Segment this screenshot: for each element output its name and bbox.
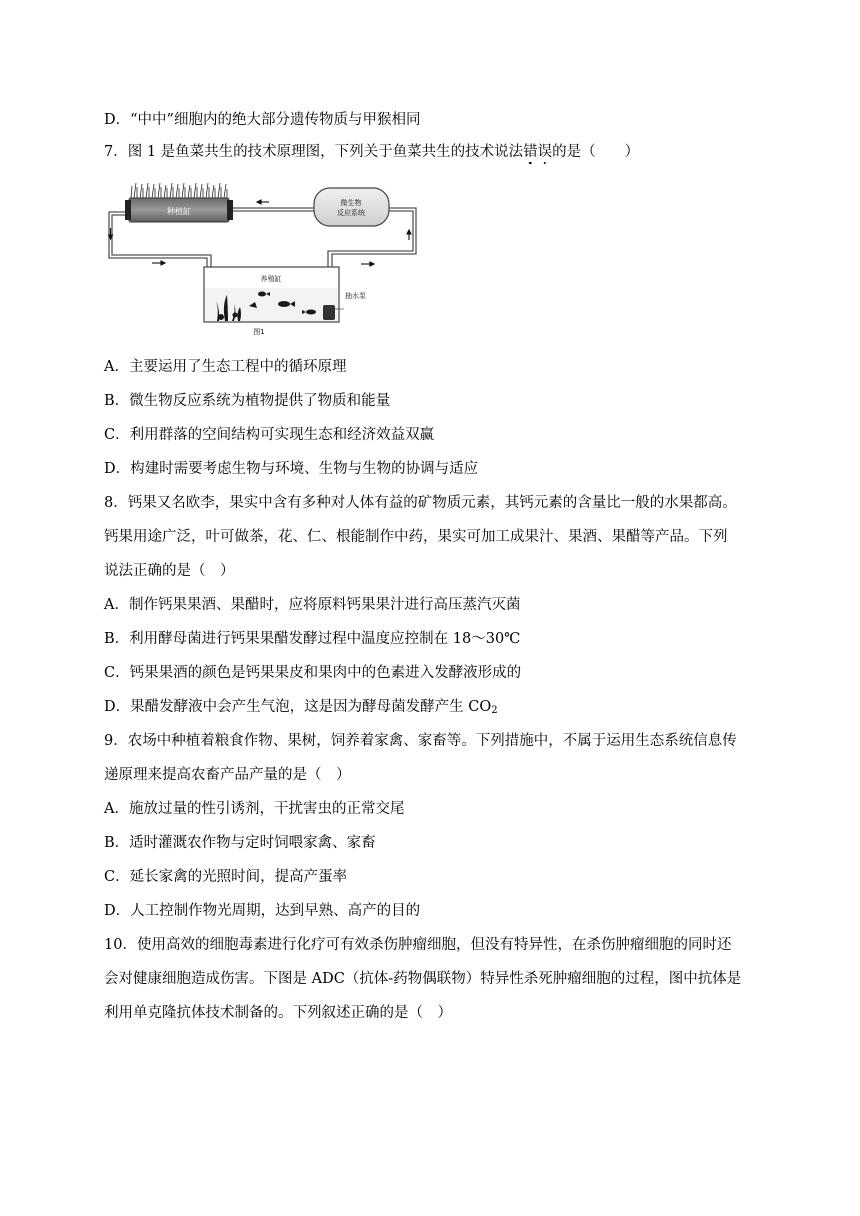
pump-device — [323, 305, 335, 320]
planting-tank-label: 种植缸 — [167, 207, 191, 216]
breeding-tank-label: 养殖缸 — [260, 275, 282, 283]
figure-caption: 图1 — [253, 328, 265, 336]
q7-option-a: A．主要运用了生态工程中的循环原理 — [104, 359, 347, 375]
q7-option-b: B．微生物反应系统为植物提供了物质和能量 — [104, 393, 391, 409]
q7-option-d: D．构建时需要考虑生物与环境、生物与生物的协调与适应 — [104, 461, 479, 477]
q8-option-c: C．钙果果酒的颜色是钙果果皮和果肉中的色素进入发酵液形成的 — [104, 665, 522, 681]
q10-stem-line1: 10．使用高效的细胞毒素进行化疗可有效杀伤肿瘤细胞，但没有特异性，在杀伤肿瘤细胞的同时还 — [104, 937, 732, 953]
planting-tank — [125, 198, 233, 222]
q8-option-a: A．制作钙果果酒、果醋时，应将原料钙果果汁进行高压蒸汽灭菌 — [104, 597, 521, 613]
breeding-tank — [204, 267, 339, 322]
q9-stem-line1: 9．农场中种植着粮食作物、果树，饲养着家禽、家畜等。下列措施中，不属于运用生态系统信息传 — [104, 733, 737, 749]
q7-stem: 7．图 1 是鱼菜共生的技术原理图，下列关于鱼菜共生的技术说法错误的是（ ） — [104, 144, 640, 160]
q7-option-c: C．利用群落的空间结构可实现生态和经济效益双赢 — [104, 427, 435, 443]
q8-stem-line2: 钙果用途广泛，叶可做茶，花、仁、根能制作中药，果实可加工成果汁、果酒、果醋等产品。下列 — [104, 529, 728, 545]
q10-stem-line2: 会对健康细胞造成伤害。下图是 ADC（抗体-药物偶联物）特异性杀死肿瘤细胞的过程，图中抗体是 — [104, 971, 742, 987]
microbe-system-label-line2: 反应系统 — [337, 209, 365, 217]
q8-option-b: B．利用酵母菌进行钙果果醋发酵过程中温度应控制在 18～30℃ — [104, 631, 521, 647]
q8-stem-line3: 说法正确的是（ ） — [104, 563, 235, 579]
q9-option-d: D．人工控制作物光周期，达到早熟、高产的目的 — [104, 903, 421, 919]
q9-stem-line2: 递原理来提高农畜产品产量的是（ ） — [104, 767, 351, 783]
microbe-system-label-line1: 微生物 — [340, 199, 362, 207]
q8-option-d: D．果醋发酵液中会产生气泡，这是因为酵母菌发酵产生 $CO_2$ — [104, 699, 498, 716]
microbe-reaction-system — [314, 188, 389, 226]
q9-option-b: B．适时灌溉农作物与定时饲喂家禽、家畜 — [104, 835, 376, 851]
pump-label: 抽水泵 — [345, 292, 366, 300]
q8-stem-line1: 8．钙果又名欧李，果实中含有多种对人体有益的矿物质元素，其钙元素的含量比一般的水果都高。 — [104, 495, 737, 511]
plant-grass — [131, 183, 227, 198]
q6-option-d: D．“中中”细胞内的绝大部分遗传物质与甲猴相同 — [104, 112, 421, 128]
q9-option-c: C．延长家禽的光照时间，提高产蛋率 — [104, 869, 348, 885]
q10-stem-line3: 利用单克隆抗体技术制备的。下列叙述正确的是（ ） — [104, 1005, 452, 1021]
q9-option-a: A．施放过量的性引诱剂，干扰害虫的正常交尾 — [104, 801, 405, 817]
figure-1-aquaponics-diagram — [99, 178, 439, 340]
